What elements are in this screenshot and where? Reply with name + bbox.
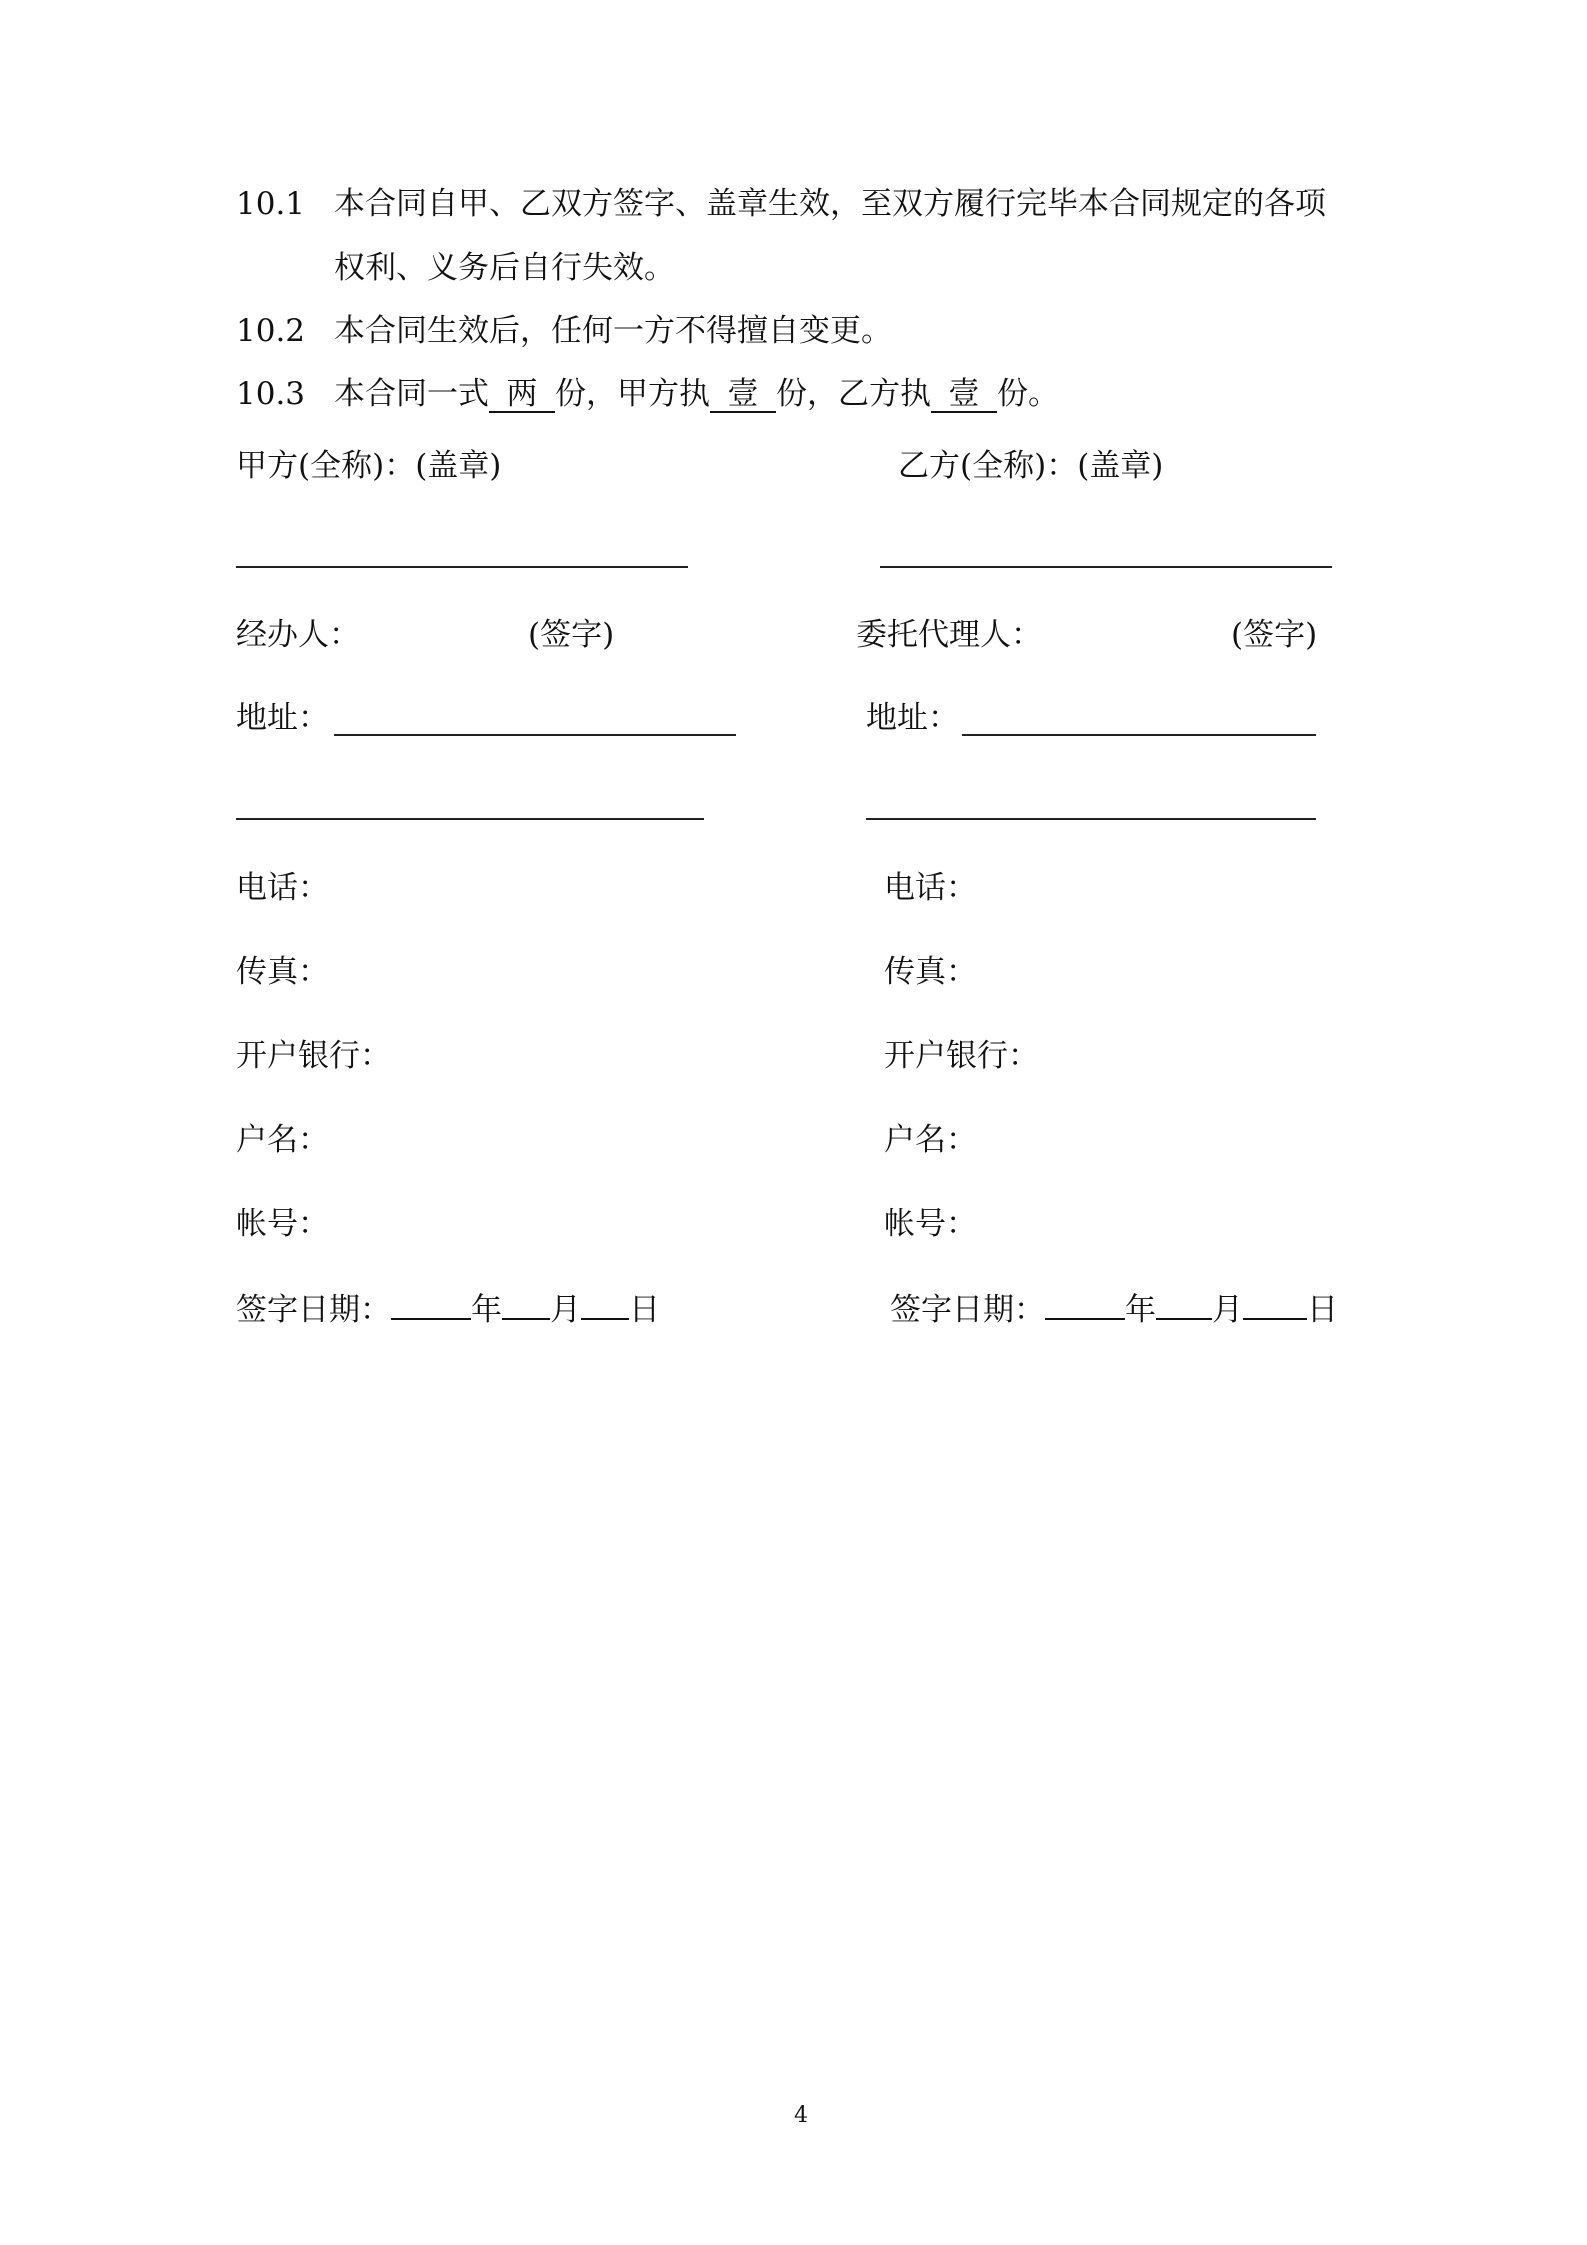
party-b-phone-label: 电话： — [884, 870, 977, 906]
party-b-sign-date — [890, 1288, 1338, 1330]
party-a-address-line-2 — [236, 818, 704, 820]
month-blank — [502, 1288, 550, 1320]
year-label: 年 — [1125, 1292, 1156, 1328]
clause-number: 10.3 — [236, 376, 306, 412]
day-label: 日 — [1307, 1292, 1338, 1328]
clause-suffix: 份。 — [997, 376, 1059, 412]
party-a-address-label: 地址： — [236, 700, 329, 736]
party-b-title: 乙方(全称)：(盖章) — [898, 448, 1164, 484]
clause-number: 10.1 — [236, 186, 306, 222]
clause-text: 本合同生效后，任何一方不得擅自变更。 — [334, 313, 892, 349]
party-a-bank-label: 开户银行： — [236, 1038, 391, 1074]
party-a-account-name-label: 户名： — [236, 1122, 329, 1158]
page-number: 4 — [794, 2103, 808, 2128]
party-b-address-line-2 — [866, 818, 1316, 820]
clause-number: 10.2 — [236, 313, 306, 349]
clause-text-continued: 权利、义务后自行失效。 — [334, 250, 675, 286]
party-b-agent-label: 委托代理人： — [856, 617, 1042, 653]
month-label: 月 — [1212, 1292, 1243, 1328]
day-blank — [581, 1288, 629, 1320]
date-label: 签字日期： — [236, 1292, 391, 1328]
party-b-account-number-label: 帐号： — [884, 1206, 977, 1242]
year-label: 年 — [471, 1292, 502, 1328]
party-b-address-line — [962, 734, 1316, 736]
clause-text — [334, 374, 1059, 414]
clause-mid: 份，甲方执 — [555, 376, 710, 412]
party-b-address-label: 地址： — [866, 700, 959, 736]
clause-mid: 份，乙方执 — [776, 376, 931, 412]
month-label: 月 — [550, 1292, 581, 1328]
copies-party-a: 壹 — [710, 377, 776, 413]
day-blank — [1243, 1288, 1307, 1320]
party-a-phone-label: 电话： — [236, 870, 329, 906]
copies-party-b: 壹 — [931, 377, 997, 413]
party-b-account-name-label: 户名： — [884, 1122, 977, 1158]
clause-text: 本合同自甲、乙双方签字、盖章生效，至双方履行完毕本合同规定的各项 — [334, 186, 1326, 222]
party-b-seal-line — [880, 566, 1332, 568]
party-a-account-number-label: 帐号： — [236, 1206, 329, 1242]
party-a-sign-date — [236, 1288, 660, 1330]
party-b-fax-label: 传真： — [884, 954, 977, 990]
day-label: 日 — [629, 1292, 660, 1328]
party-a-agent-sign: (签字) — [528, 617, 615, 653]
party-a-seal-line — [236, 566, 688, 568]
month-blank — [1156, 1288, 1212, 1320]
party-a-address-line — [334, 734, 736, 736]
date-label: 签字日期： — [890, 1292, 1045, 1328]
year-blank — [391, 1288, 471, 1320]
party-a-agent-label: 经办人： — [236, 617, 360, 653]
party-b-bank-label: 开户银行： — [884, 1038, 1039, 1074]
party-b-agent-sign: (签字) — [1231, 617, 1318, 653]
year-blank — [1045, 1288, 1125, 1320]
party-a-fax-label: 传真： — [236, 954, 329, 990]
party-a-title: 甲方(全称)：(盖章) — [236, 448, 502, 484]
clause-prefix: 本合同一式 — [334, 376, 489, 412]
copies-total: 两 — [489, 377, 555, 413]
